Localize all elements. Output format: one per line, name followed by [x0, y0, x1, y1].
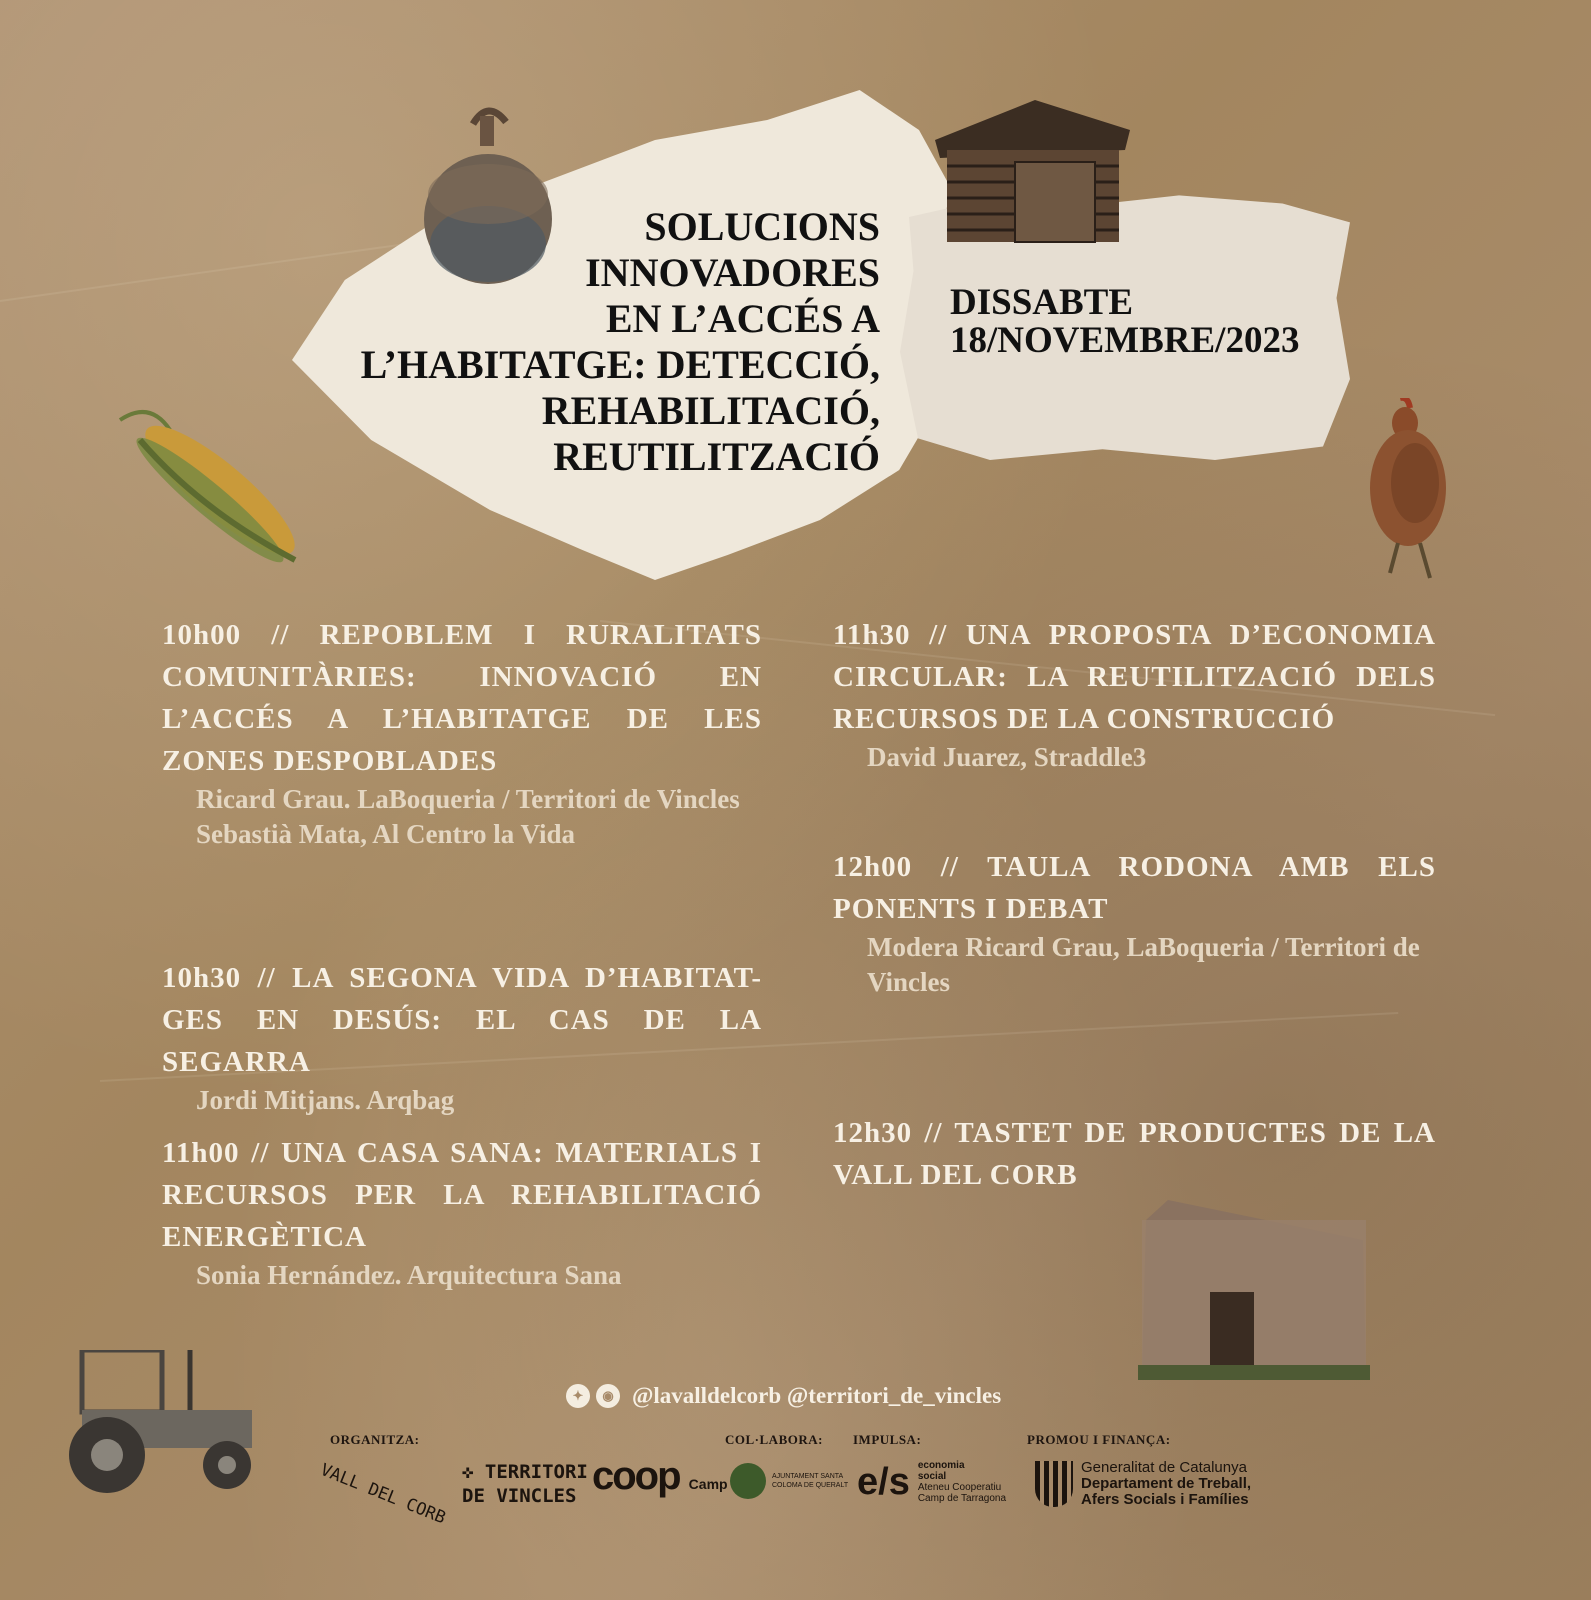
ajuntament-logo: [730, 1463, 848, 1499]
instagram-icon[interactable]: ◉: [596, 1384, 620, 1408]
session-speaker: David Juarez, Straddle3: [867, 742, 1147, 772]
event-title: [320, 204, 880, 480]
date-full: 18/NOVEMBRE/2023: [950, 320, 1300, 361]
session-speaker: Sebastià Mata, Al Centro la Vida: [196, 819, 576, 849]
session-heading: 10h30 // LA SEGONA VIDA D’HABITAT-GES EN DESÚS: EL CAS DE LA SEGARRA: [162, 962, 762, 1078]
title-line: INNOVADORES: [585, 250, 880, 295]
twitter-icon[interactable]: ✦: [566, 1384, 590, 1408]
session-heading: 12h00 // TAULA RODONA AMB ELS PONENTS I DEBAT: [833, 851, 1436, 925]
corn-cob-icon: [110, 400, 310, 580]
event-date: [950, 284, 1330, 360]
session: [833, 1112, 1436, 1196]
logo-text: Camp: [688, 1476, 728, 1492]
session-speaker: Jordi Mitjans. Arqbag: [196, 1085, 455, 1115]
session-heading: 11h00 // UNA CASA SANA: MATERIALS I RECURSOS PER LA REHABILITACIÓ ENERGÈTICA: [162, 1137, 762, 1253]
organitza-label: ORGANITZA:: [330, 1432, 420, 1447]
social-handles-text[interactable]: @lavalldelcorb @territori_de_vincles: [632, 1383, 1002, 1408]
session: [162, 957, 762, 1132]
generalitat-logo: [1035, 1460, 1251, 1508]
logo-text: economia social Ateneu Cooperatiu Camp de Tarragona: [917, 1460, 1007, 1504]
session-heading: 10h00 // REPOBLEM I RURALITATS COMUNITÀRIES: INNOVACIÓ EN L’ACCÉS A L’HABITATGE DE LES ZONES DESPOBLADES: [162, 619, 762, 777]
session: [833, 614, 1436, 846]
vall-del-corb-logo: VALL DEL CORB: [317, 1460, 449, 1529]
title-line: REUTILITZACIÓ: [553, 434, 880, 479]
title-line: SOLUCIONS: [644, 204, 880, 249]
logo-text: DE VINCLES: [462, 1485, 577, 1507]
logo-text: ✜ TERRITORI: [462, 1461, 588, 1483]
date-weekday: DISSABTE: [950, 282, 1134, 323]
session: [833, 846, 1436, 1112]
session-heading: 11h30 // UNA PROPOSTA D’ECONOMIA CIRCULAR: LA REUTILITZACIÓ DELS RECURSOS DE LA CONSTRUCCIÓ: [833, 619, 1436, 735]
promou-label: PROMOU I FINANÇA:: [1027, 1432, 1171, 1447]
title-line: L’HABITATGE: DETECCIÓ,: [360, 342, 880, 387]
title-line: REHABILITACIÓ,: [541, 388, 880, 433]
session: [162, 614, 762, 957]
impulsa-label: IMPULSA:: [853, 1432, 922, 1447]
stone-barn-icon: [1138, 1200, 1370, 1380]
logo-text: coop: [592, 1454, 680, 1498]
economia-social-logo: [857, 1460, 1006, 1504]
collabora-label: COL·LABORA:: [725, 1432, 823, 1447]
tractor-icon: [62, 1350, 262, 1495]
territori-de-vincles-logo: [462, 1460, 588, 1508]
logo-text: Generalitat de Catalunya Departament de Treball, Afers Socials i Famílies: [1081, 1459, 1252, 1508]
session-heading: 12h30 // TASTET DE PRODUCTES DE LA VALL DEL CORB: [833, 1117, 1436, 1191]
es-mark: e/s: [857, 1461, 910, 1503]
schedule-left-column: [162, 614, 762, 1293]
schedule-right-column: [833, 614, 1436, 1196]
session-speaker: Modera Ricard Grau, LaBoqueria / Territori de Vincles: [867, 932, 1420, 997]
coop-camp-logo: [592, 1456, 728, 1504]
session: [162, 1132, 762, 1293]
cross-icon: ✜: [462, 1461, 485, 1483]
title-line: EN L’ACCÉS A: [605, 296, 880, 341]
session-speaker: Ricard Grau. LaBoqueria / Territori de Vincles: [196, 784, 740, 814]
logo-text: AJUNTAMENT SANTA COLOMA DE QUERALT: [772, 1473, 849, 1489]
social-handles: [566, 1380, 1001, 1412]
seal-icon: [730, 1463, 766, 1499]
hen-icon: [1360, 398, 1455, 593]
session-speaker: Sonia Hernández. Arquitectura Sana: [196, 1260, 622, 1290]
senyera-shield-icon: [1035, 1461, 1073, 1507]
wooden-cabin-icon: [935, 100, 1135, 245]
